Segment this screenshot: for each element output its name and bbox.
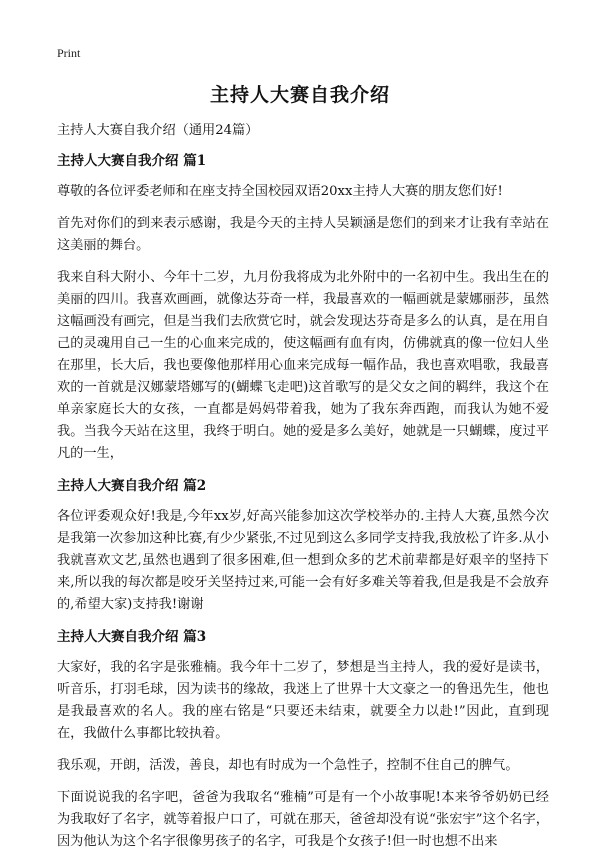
paragraph: 我来自科大附小、今年十二岁，九月份我将成为北外附中的一名初中生。我出生在的美丽的四川。我喜欢画画，就像达芬奇一样，我最喜欢的一幅画就是蒙娜丽莎，虽然这幅画没有画完，但是当我们去欣赏它时，就会发现达芬奇是多么的认真，是在用自己的灵魂用自己一生的心血来完成的，使这幅画有血有肉，仿佛就真的像一位妇人坐在那里，长大后，我也要像他那样用心血来完成每一幅作品，我也喜欢唱歌，我最喜欢的一首就是汉娜蒙塔娜写的(蝴蝶飞走吧)这首歌写的是父女之间的羁绊，我这个在单亲家庭长大的女孩，一直都是妈妈带着我，她为了我东奔西跑，而我认为她不爱我。当我今天站在这里，我终于明白。她的爱是多么美好，她就是一只蝴蝶，度过平凡的一生，: [57, 270, 549, 461]
page-title: 主持人大赛自我介绍: [209, 84, 390, 106]
paragraph: 我乐观，开朗，活泼，善良，却也有时成为一个急性子，控制不住自己的脾气。: [57, 758, 519, 773]
paragraph: 首先对你们的到来表示感谢，我是今天的主持人吴颖涵是您们的到来才让我有幸站在这美丽的舞台。: [57, 216, 549, 253]
print-link[interactable]: Print: [57, 46, 81, 60]
document-subtitle: 主持人大赛自我介绍（通用24篇）: [57, 123, 259, 138]
paragraph: 尊敬的各位评委老师和在座支持全国校园双语20xx主持人大赛的朋友您们好!: [57, 184, 503, 199]
section-heading-1: 主持人大赛自我介绍 篇1: [57, 153, 207, 169]
section-heading-3: 主持人大赛自我介绍 篇3: [57, 629, 207, 645]
paragraph: 下面说说我的名字吧，爸爸为我取名“雅楠”可是有一个小故事呢!本来爷爷奶奶已经为我取好了名字，就等着报户口了，可就在那天，爸爸却没有说“张宏宇”这个名字，因为他认为这个名字很像男孩子的名字，可我是个女孩子!但一时也想不出来: [57, 790, 549, 849]
document-body: [57, 120, 549, 863]
section-heading-2: 主持人大赛自我介绍 篇2: [57, 478, 207, 494]
paragraph: 大家好，我的名字是张雅楠。我今年十二岁了，梦想是当主持人，我的爱好是读书，听音乐，打羽毛球，因为读书的缘故，我迷上了世界十大文豪之一的鲁迅先生，他也是我最喜欢的名人。我的座右铭是“只要还未结束，就要全力以赴!”因此，直到现在，我做什么事都比较执着。: [57, 660, 549, 741]
paragraph: 各位评委观众好!我是,今年xx岁,好高兴能参加这次学校举办的.主持人大赛,虽然今次是我第一次参加这种比赛,有少少紧张,不过见到这么多同学支持我,我放松了许多.从小我就喜欢文艺,虽然也遇到了很多困难,但一想到众多的艺术前辈都是好艰辛的坚持下来,所以我的每次都是咬牙关坚持过来,可能一会有好多难关等着我,但是我是不会放弃的,希望大家)支持我!谢谢: [57, 509, 549, 612]
